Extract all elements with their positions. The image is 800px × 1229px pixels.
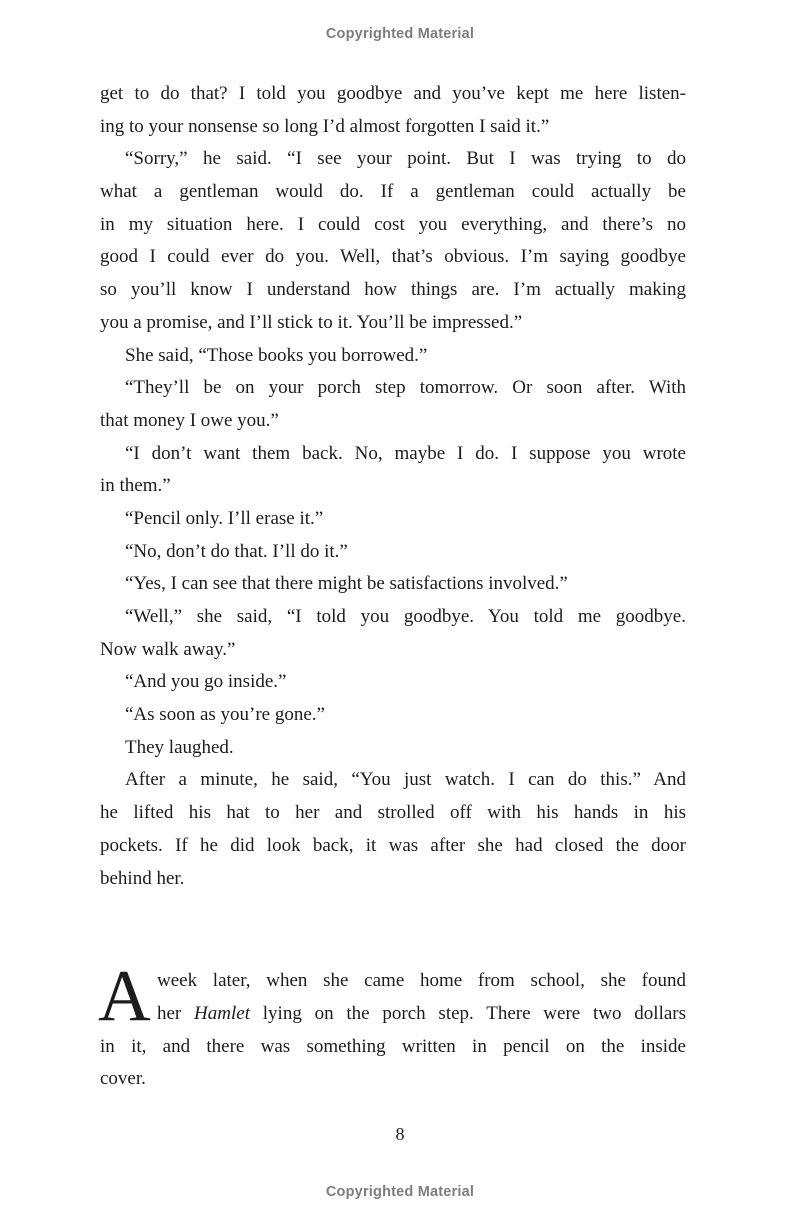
text-line: pockets. If he did look back, it was after she had closed the door [100, 834, 686, 856]
book-page-text [100, 78, 686, 1096]
dropcap-letter: A [98, 955, 151, 1037]
text-line: get to do that? I told you goodbye and you’ve kept me here listen- [100, 83, 686, 104]
text-line: he lifted his hat to her and strolled off with his hands in his [100, 802, 686, 824]
text-segment: in it, and there was something written in pencil on the inside [100, 1035, 686, 1057]
text-line: “Yes, I can see that there might be satisfactions involved.” [125, 573, 568, 595]
paragraph [100, 438, 686, 503]
text-line: “I don’t want them back. No, maybe I do. I suppose you wrote [125, 442, 686, 464]
text-line: ing to your nonsense so long I’d almost forgotten I said it.” [100, 115, 550, 137]
text-line: so you’ll know I understand how things are. I’m actually making [100, 279, 686, 301]
paragraph [100, 340, 686, 373]
paragraph [100, 372, 686, 437]
text-line [100, 965, 686, 998]
text-line: After a minute, he said, “You just watch. I can do this.” And [125, 769, 686, 791]
text-line: “They’ll be on your porch step tomorrow. Or soon after. With [125, 377, 686, 399]
text-line: what a gentleman would do. If a gentleman could actually be [100, 181, 686, 203]
text-line: She said, “Those books you borrowed.” [125, 344, 428, 366]
text-line: “Well,” she said, “I told you goodbye. You told me goodbye. [125, 606, 686, 627]
text-line: “Sorry,” he said. “I see your point. But I was trying to do [125, 148, 686, 170]
page-number: 8 [395, 1124, 405, 1144]
italic-text-segment: Hamlet [194, 1002, 250, 1024]
dropcap-section [98, 955, 686, 1096]
paragraph [100, 503, 686, 536]
text-line: They laughed. [125, 736, 234, 758]
copyright-banner-bottom: Copyrighted Material [325, 1184, 475, 1200]
text-line [100, 1031, 686, 1064]
paragraph [100, 568, 686, 601]
text-line [100, 998, 686, 1031]
text-line: in my situation here. I could cost you everything, and there’s no [100, 213, 686, 235]
paragraph [100, 764, 686, 895]
text-segment: cover. [100, 1068, 146, 1090]
text-line: “No, don’t do that. I’ll do it.” [125, 540, 348, 562]
paragraph [100, 732, 686, 765]
text-line: you a promise, and I’ll stick to it. You’ll be impressed.” [100, 311, 523, 333]
paragraph [100, 699, 686, 732]
paragraph [100, 666, 686, 699]
text-segment: week later, when she came home from school, she found [157, 970, 686, 992]
copyright-banner-top: Copyrighted Material [325, 26, 475, 42]
text-line: that money I owe you.” [100, 409, 279, 431]
paragraph [100, 78, 686, 143]
text-line: in them.” [100, 475, 171, 497]
text-line: behind her. [100, 867, 185, 889]
text-line: “And you go inside.” [125, 671, 287, 693]
paragraph [100, 536, 686, 569]
text-segment: her [157, 1002, 195, 1024]
text-segment: lying on the porch step. There were two dollars [249, 1002, 686, 1024]
text-line: “Pencil only. I’ll erase it.” [125, 507, 324, 529]
text-line: “As soon as you’re gone.” [125, 704, 325, 726]
text-line: good I could ever do you. Well, that’s obvious. I’m saying goodbye [100, 246, 686, 268]
text-line: Now walk away.” [100, 638, 236, 660]
paragraph [100, 601, 686, 666]
paragraph [100, 143, 686, 339]
text-line [100, 1063, 686, 1096]
